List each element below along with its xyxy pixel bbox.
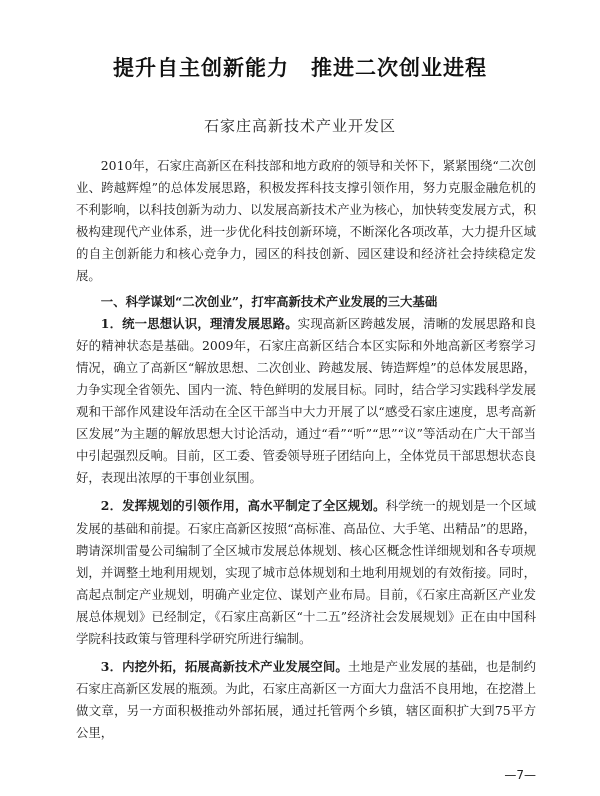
page-number: —7— [504, 768, 536, 782]
document-body [76, 155, 536, 744]
document-subtitle: 石家庄高新技术产业开发区 [203, 117, 396, 135]
item-2-text: 科学统一的规划是一个区域发展的基础和前提。石家庄高新区按照“高标准、高品位、大手笔、出精品”的思路，聘请深圳雷曼公司编制了全区城市发展总体规划、核心区概念性详细规划和各专项规划，并调整土地利用规划，实现了城市总体规划和土地利用规划的有效衔接。同时，高起点制定产业规划，明确产业定位、谋划产业布局。目前，《石家庄高新区产业发展总体规划》已经制定，《石家庄高新区“十二五”经济社会发展规划》正在由中国科学院科技政策与管理科学研究所进行编制。 [76, 498, 537, 646]
intro-paragraph: 2010年，石家庄高新区在科技部和地方政府的领导和关怀下，紧紧围绕“二次创业、跨越辉煌”的总体发展思路，积极发挥科技支撑引领作用，努力克服金融危机的不利影响，以科技创新为动力、以发展高新技术产业为核心，加快转变发展方式，积极构建现代产业体系，进一步优化科技创新环境，不断深化各项改革，大力提升区域的自主创新能力和核心竞争力，园区的科技创新、园区建设和经济社会持续稳定发展。 [76, 158, 536, 284]
item-2-paragraph [76, 495, 536, 650]
item-3-text: 土地是产业发展的基础，也是制约石家庄高新区发展的瓶颈。为此，石家庄高新区一方面大力盘活不良用地，在挖潜上做文章，另一方面积极推动外部拓展，通过托管两个乡镇，辖区面积扩大到75平方公里， [76, 659, 537, 741]
item-1-text: 实现高新区跨越发展，清晰的发展思路和良好的精神状态是基础。2009年，石家庄高新区结合本区实际和外地高新区考察学习情况，确立了高新区“解放思想、二次创业、跨越发展、铸造辉煌”的总体发展思路，力争实现全省领先、国内一流、特色鲜明的发展目标。同时，结合学习实践科学发展观和干部作风建设年活动在全区干部当中大力开展了以“感受石家庄速度，思考高新区发展”为主题的解放思想大讨论活动，通过“看”“听”“思”“议”等活动在广大干部当中引起强烈反响。目前，区工委、管委领导班子团结向上，全体党员干部思想状态良好，表现出浓厚的干事创业氛围。 [76, 315, 537, 486]
section-heading: 一、科学谋划“二次创业”，打牢高新技术产业发展的三大基础 [100, 293, 438, 309]
item-1-paragraph [76, 313, 536, 490]
item-1-lead: 1．统一思想认识，理清发展思路。 [100, 315, 298, 331]
item-2-lead: 2．发挥规划的引领作用，高水平制定了全区规划。 [100, 498, 386, 514]
item-3-lead: 3．内挖外拓，拓展高新技术产业发展空间。 [100, 659, 348, 675]
document-title: 提升自主创新能力 推进二次创业进程 [113, 56, 487, 80]
item-3-paragraph [76, 656, 536, 744]
